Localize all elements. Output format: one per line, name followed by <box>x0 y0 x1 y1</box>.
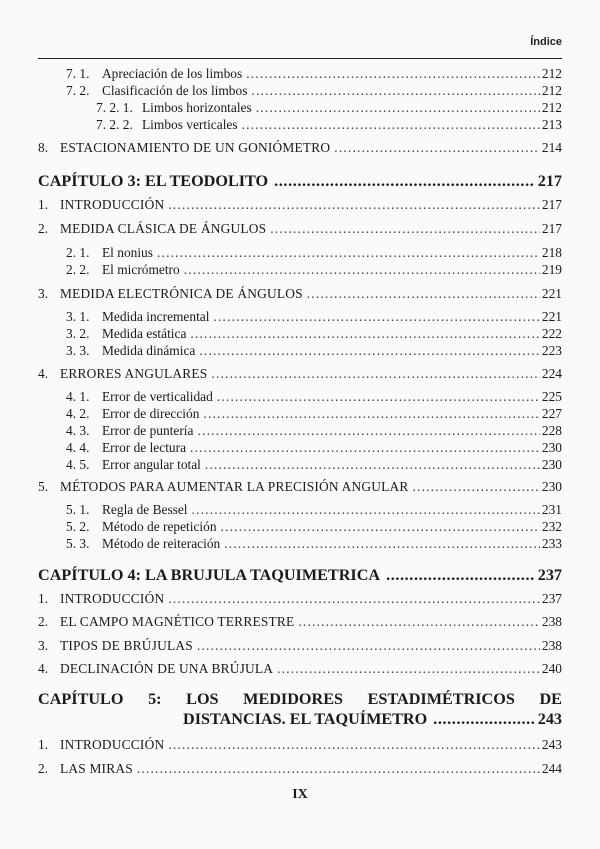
dot-leader <box>190 440 540 456</box>
dot-leader <box>256 100 540 116</box>
toc-entry[interactable] <box>66 502 562 519</box>
entry-page: 228 <box>541 423 562 438</box>
dot-leader <box>168 591 540 607</box>
dot-leader <box>205 457 540 473</box>
dot-leader <box>203 406 540 422</box>
entry-page: 232 <box>541 519 562 534</box>
dot-leader <box>270 221 540 237</box>
entry-page: 214 <box>541 140 562 155</box>
toc-entry[interactable] <box>38 221 562 238</box>
toc-entry[interactable] <box>66 245 562 262</box>
toc-entry[interactable] <box>38 197 562 214</box>
entry-number: 7. 2. 1. <box>96 100 133 115</box>
entry-title: Medida dinámica <box>102 343 196 358</box>
entry-title: DECLINACIÓN DE UNA BRÚJULA <box>60 661 274 676</box>
chapter-title-line2: DISTANCIAS. EL TAQUÍMETRO <box>183 710 428 728</box>
dot-leader <box>199 343 540 359</box>
dot-leader <box>190 326 540 342</box>
dot-leader <box>274 172 535 191</box>
entry-number: 3. 1. <box>66 309 90 324</box>
entry-number: 4. 3. <box>66 423 90 438</box>
entry-title: ESTACIONAMIENTO DE UN GONIÓMETRO <box>60 140 331 155</box>
dot-leader <box>307 286 540 302</box>
entry-number: 5. 2. <box>66 519 90 534</box>
entry-page: 221 <box>541 309 562 324</box>
entry-page: 230 <box>541 479 562 494</box>
chapter-title: CAPÍTULO 4: LA BRUJULA TAQUIMETRICA <box>38 566 381 584</box>
entry-page: 212 <box>541 66 562 81</box>
entry-title: MÉTODOS PARA AUMENTAR LA PRECISIÓN ANGULAR <box>60 479 409 494</box>
running-header: Índice <box>530 36 562 48</box>
entry-number: 4. <box>38 366 49 381</box>
entry-number: 2. <box>38 761 49 776</box>
entry-title: Error de verticalidad <box>102 389 213 404</box>
entry-number: 4. 5. <box>66 457 90 472</box>
entry-number: 1. <box>38 197 49 212</box>
entry-number: 1. <box>38 737 49 752</box>
dot-leader <box>246 66 540 82</box>
dot-leader <box>217 389 540 405</box>
entry-page: 233 <box>541 536 562 551</box>
entry-title: Apreciación de los limbos <box>102 66 243 81</box>
toc-entry[interactable] <box>66 309 562 326</box>
entry-page: 240 <box>541 661 562 676</box>
dot-leader <box>386 566 535 585</box>
entry-title: MEDIDA CLÁSICA DE ÁNGULOS <box>60 221 267 236</box>
entry-page: 223 <box>541 343 562 358</box>
dot-leader <box>221 519 540 535</box>
entry-title: El micrómetro <box>102 262 180 277</box>
entry-title: Medida estática <box>102 326 187 341</box>
page-number: IX <box>292 787 308 802</box>
toc-entry[interactable] <box>38 638 562 655</box>
toc-entry[interactable] <box>66 457 562 474</box>
entry-number: 3. <box>38 286 49 301</box>
entry-title: Error de dirección <box>102 406 200 421</box>
dot-leader <box>433 710 535 729</box>
toc-entry[interactable] <box>38 661 562 678</box>
chapter-word: MEDIDORES <box>243 690 344 708</box>
toc-entry[interactable] <box>38 140 562 157</box>
dot-leader <box>137 761 540 777</box>
chapter-word: CAPÍTULO <box>38 690 124 708</box>
entry-number: 7. 1. <box>66 66 90 81</box>
entry-title: Regla de Bessel <box>102 502 188 517</box>
entry-title: Error angular total <box>102 457 201 472</box>
entry-page: 230 <box>541 440 562 455</box>
entry-page: 238 <box>541 638 562 653</box>
toc-entry[interactable] <box>96 117 562 134</box>
toc-entry[interactable] <box>38 614 562 631</box>
toc-entry[interactable] <box>38 737 562 754</box>
entry-page: 224 <box>541 366 562 381</box>
toc-entry[interactable] <box>66 423 562 440</box>
entry-number: 2. 2. <box>66 262 90 277</box>
entry-page: 212 <box>541 100 562 115</box>
entry-page: 237 <box>541 591 562 606</box>
toc-entry[interactable] <box>38 761 562 778</box>
chapter-page: 237 <box>537 566 562 584</box>
dot-leader <box>157 245 540 261</box>
entry-title: Clasificación de los limbos <box>102 83 248 98</box>
entry-title: Error de puntería <box>102 423 194 438</box>
entry-title: El nonius <box>102 245 153 260</box>
entry-page: 244 <box>541 761 562 776</box>
entry-page: 243 <box>541 737 562 752</box>
entry-title: TIPOS DE BRÚJULAS <box>60 638 193 653</box>
dot-leader <box>197 638 540 654</box>
dot-leader <box>168 197 540 213</box>
chapter-heading[interactable] <box>38 172 562 194</box>
entry-page: 217 <box>541 197 562 212</box>
toc-entry[interactable] <box>38 591 562 608</box>
entry-title: Medida incremental <box>102 309 210 324</box>
entry-number: 5. 1. <box>66 502 90 517</box>
entry-number: 3. <box>38 638 49 653</box>
entry-page: 225 <box>541 389 562 404</box>
entry-number: 7. 2. 2. <box>96 117 133 132</box>
entry-title: EL CAMPO MAGNÉTICO TERRESTRE <box>60 614 295 629</box>
entry-title: Limbos horizontales <box>142 100 252 115</box>
dot-leader <box>412 479 539 495</box>
chapter-page: 217 <box>537 172 562 190</box>
chapter-heading-line2[interactable] <box>183 710 562 732</box>
toc-entry[interactable] <box>96 100 562 117</box>
toc-entry[interactable] <box>38 366 562 383</box>
entry-page: 221 <box>541 286 562 301</box>
entry-title: ERRORES ANGULARES <box>60 366 208 381</box>
header-rule <box>38 58 562 59</box>
toc-entry[interactable] <box>66 83 562 100</box>
entry-page: 219 <box>541 262 562 277</box>
entry-number: 4. 1. <box>66 389 90 404</box>
dot-leader <box>213 309 539 325</box>
entry-title: INTRODUCCIÓN <box>60 737 165 752</box>
toc-entry[interactable] <box>66 66 562 83</box>
entry-page: 218 <box>541 245 562 260</box>
entry-page: 213 <box>541 117 562 132</box>
chapter-page: 243 <box>537 710 562 728</box>
dot-leader <box>211 366 540 382</box>
entry-number: 2. 1. <box>66 245 90 260</box>
dot-leader <box>334 140 540 156</box>
dot-leader <box>224 536 540 552</box>
entry-number: 2. <box>38 614 49 629</box>
chapter-heading-line1[interactable] <box>38 690 562 712</box>
entry-number: 8. <box>38 140 49 155</box>
chapter-word: DE <box>539 690 562 708</box>
entry-number: 1. <box>38 591 49 606</box>
entry-number: 3. 2. <box>66 326 90 341</box>
entry-number: 4. 2. <box>66 406 90 421</box>
toc-entry[interactable] <box>66 389 562 406</box>
entry-title: Error de lectura <box>102 440 187 455</box>
toc-entry[interactable] <box>38 479 562 496</box>
toc-entry[interactable] <box>66 519 562 536</box>
entry-title: MEDIDA ELECTRÓNICA DE ÁNGULOS <box>60 286 303 301</box>
entry-number: 4. 4. <box>66 440 90 455</box>
dot-leader <box>184 262 540 278</box>
entry-title: Método de reiteración <box>102 536 221 551</box>
entry-title: INTRODUCCIÓN <box>60 197 165 212</box>
toc-entry[interactable] <box>66 343 562 360</box>
dot-leader <box>197 423 539 439</box>
entry-number: 3. 3. <box>66 343 90 358</box>
chapter-word: LOS <box>186 690 219 708</box>
entry-page: 238 <box>541 614 562 629</box>
chapter-word: 5: <box>148 690 162 708</box>
toc-entry[interactable] <box>66 536 562 553</box>
chapter-heading[interactable] <box>38 566 562 588</box>
entry-number: 5. <box>38 479 49 494</box>
entry-title: INTRODUCCIÓN <box>60 591 165 606</box>
chapter-title: CAPÍTULO 3: EL TEODOLITO <box>38 172 269 190</box>
dot-leader <box>251 83 539 99</box>
toc-entry[interactable] <box>38 286 562 303</box>
entry-page: 217 <box>541 221 562 236</box>
dot-leader <box>242 117 540 133</box>
chapter-word: ESTADIMÉTRICOS <box>367 690 515 708</box>
entry-number: 2. <box>38 221 49 236</box>
dot-leader <box>277 661 540 677</box>
entry-number: 5. 3. <box>66 536 90 551</box>
dot-leader <box>192 502 540 518</box>
entry-page: 212 <box>541 83 562 98</box>
entry-page: 230 <box>541 457 562 472</box>
entry-title: Limbos verticales <box>142 117 238 132</box>
entry-title: Método de repetición <box>102 519 217 534</box>
entry-page: 227 <box>541 406 562 421</box>
entry-page: 222 <box>541 326 562 341</box>
entry-number: 7. 2. <box>66 83 90 98</box>
entry-page: 231 <box>541 502 562 517</box>
dot-leader <box>298 614 540 630</box>
toc-entry[interactable] <box>66 326 562 343</box>
toc-entry[interactable] <box>66 406 562 423</box>
toc-entry[interactable] <box>66 262 562 279</box>
entry-title: LAS MIRAS <box>60 761 133 776</box>
dot-leader <box>168 737 540 753</box>
entry-number: 4. <box>38 661 49 676</box>
toc-entry[interactable] <box>66 440 562 457</box>
